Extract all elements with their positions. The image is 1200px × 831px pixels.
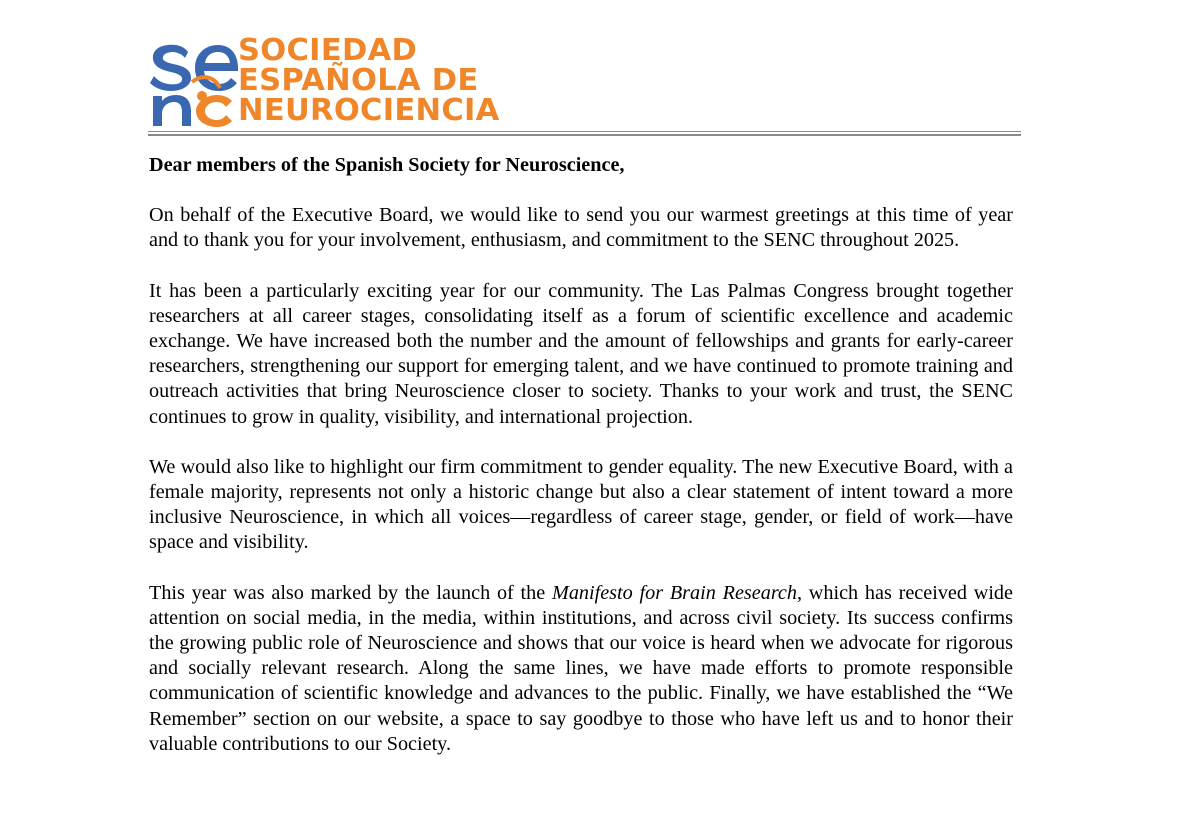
manifesto-title: Manifesto for Brain Research [552, 581, 797, 604]
paragraph-gender-equality: We would also like to highlight our firm commitment to gender equality. The new Executive Board, with a female majority, represents not only a historic change but also a clear statement of intent toward a more inclusive Neuroscience, in which all voices—regardless of career stage, gender, or field of work—have space and visibility. [149, 455, 1013, 554]
salutation: Dear members of the Spanish Society for Neuroscience, [149, 154, 625, 176]
senc-logo-icon [148, 38, 240, 128]
letterhead [148, 33, 1028, 136]
manifesto-text-before: This year was also marked by the launch of the [149, 581, 552, 604]
logo-line-1: SOCIEDAD [238, 33, 418, 68]
paragraph-congress: It has been a particularly exciting year for our community. The Las Palmas Congress brought together researchers at all career stages, consolidating itself as a forum of scientific excellence and academic exchange. We have increased both the number and the amount of fellowships and grants for early-career researchers, strengthening our support for emerging talent, and we have continued to promote training and outreach activities that bring Neuroscience closer to society. Thanks to your work and trust, the SENC continues to grow in quality, visibility, and international projection. [149, 279, 1013, 428]
society-name-logo [238, 33, 500, 128]
logo-line-3: NEUROCIENCIA [238, 93, 500, 128]
letter-body [149, 153, 1013, 757]
letterhead-divider-thin [148, 131, 1021, 132]
letterhead-divider-thick [148, 134, 1021, 136]
paragraph-manifesto [149, 581, 1013, 757]
manifesto-text-after: , which has received wide attention on social media, in the media, within institutions, and across civil society. Its success confirms the growing public role of Neuroscience and shows that our voice is heard when we advocate for rigorous and socially relevant research. Along the same lines, we have made efforts to promote responsible communication of scientific knowledge and advances to the public. Finally, we have established the “We Remember” section on our website, a space to say goodbye to those who have left us and to honor their valuable contributions to our Society. [149, 581, 1013, 755]
paragraph-greetings: On behalf of the Executive Board, we would like to send you our warmest greetings at this time of year and to thank you for your involvement, enthusiasm, and commitment to the SENC throughout 2025. [149, 204, 1013, 252]
logo-line-2: ESPAÑOLA DE [238, 63, 479, 98]
